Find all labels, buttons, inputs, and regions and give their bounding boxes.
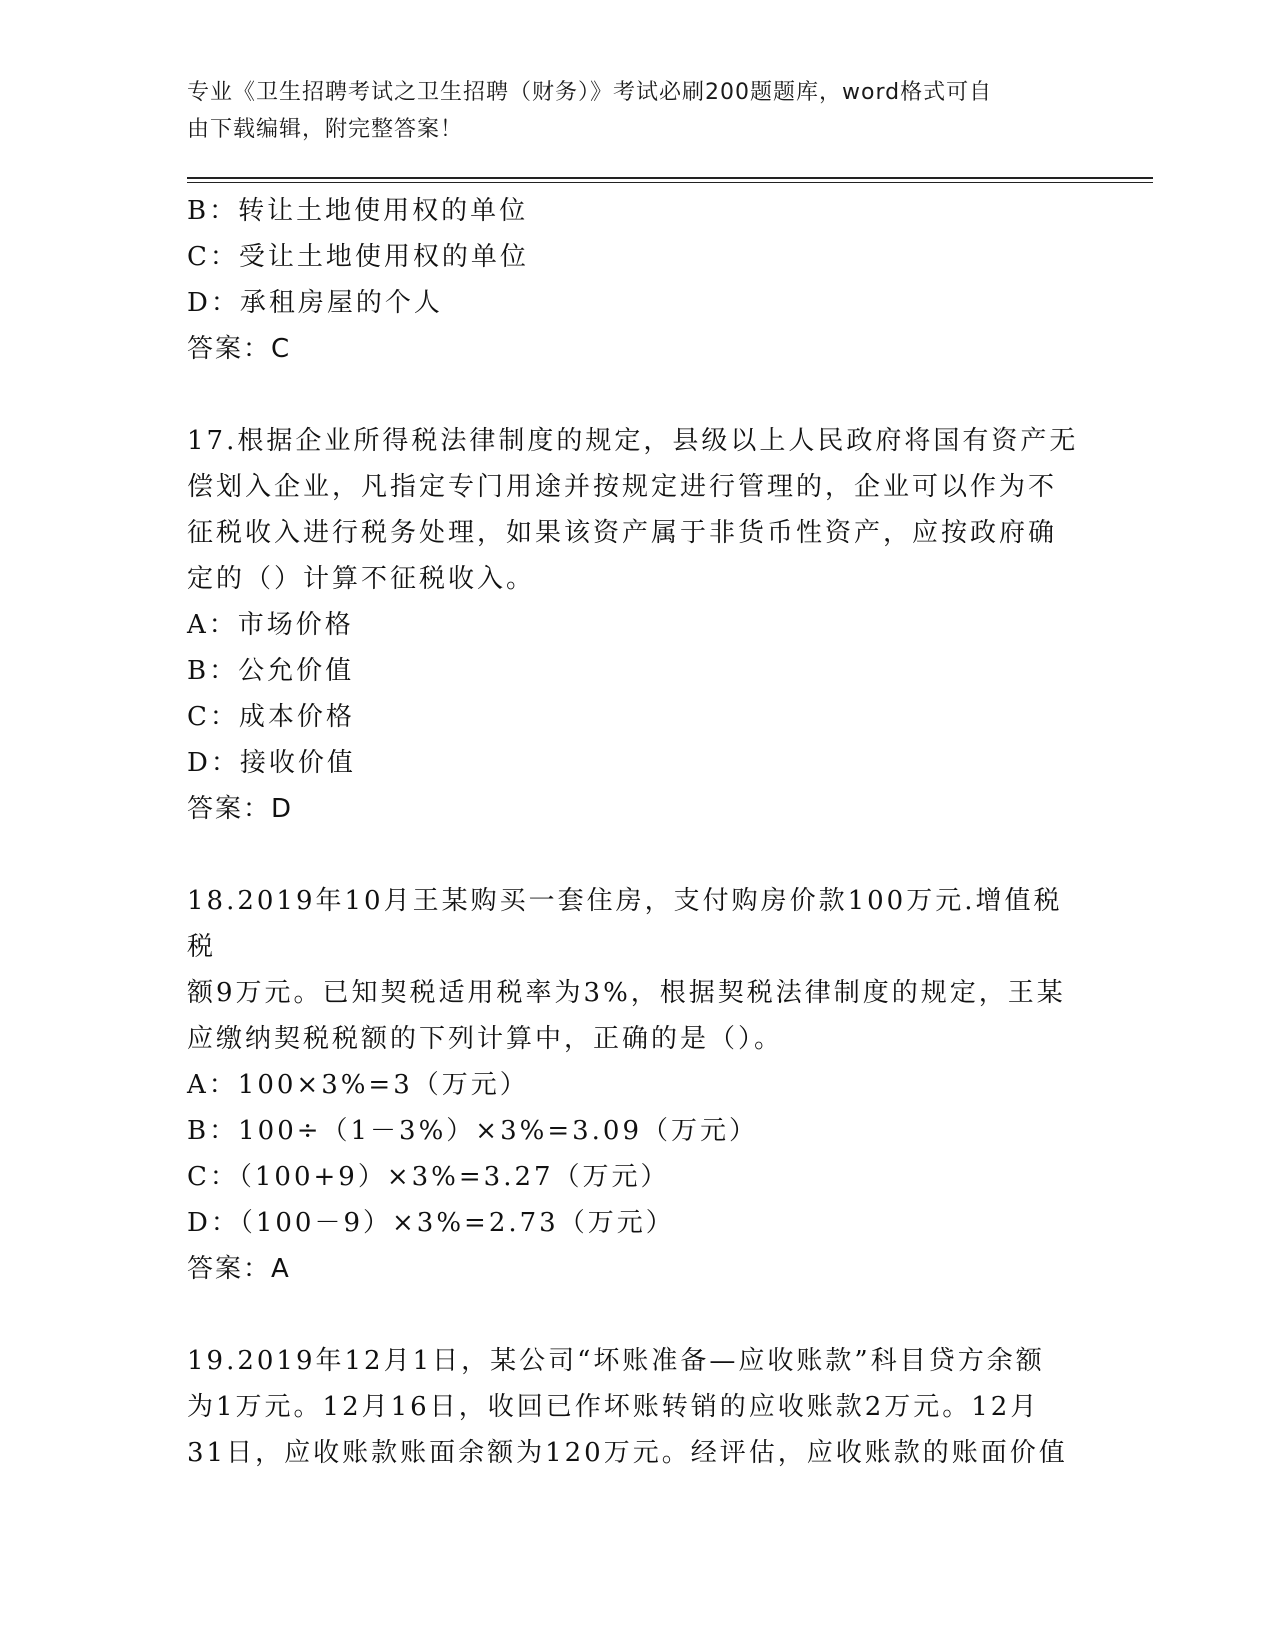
question-block-16-tail [187, 188, 1087, 372]
option-b: B：公允价值 [187, 656, 355, 686]
option-a: A：100×3%=3（万元） [187, 1070, 529, 1100]
option-d: D：（100－9）×3%=2.73（万元） [187, 1208, 675, 1238]
question-text: 为1万元。12月16日，收回已作坏账转销的应收账款2万元。12月 [187, 1392, 1040, 1422]
option-d: D：接收价值 [187, 748, 356, 778]
answer: 答案：D [187, 794, 294, 824]
question-block-19 [187, 1338, 1087, 1476]
option-a: A：市场价格 [187, 610, 354, 640]
question-text: 应缴纳契税税额的下列计算中，正确的是（）。 [187, 1024, 784, 1054]
header-divider-thick [187, 177, 1153, 179]
question-block-18 [187, 878, 1087, 1292]
header-line-1: 专业《卫生招聘考试之卫生招聘（财务）》考试必刷200题题库，word格式可自 [187, 80, 993, 105]
question-text: 17.根据企业所得税法律制度的规定，县级以上人民政府将国有资产无 [187, 426, 1079, 456]
header-divider-thin [187, 182, 1153, 183]
question-text: 征税收入进行税务处理，如果该资产属于非货币性资产，应按政府确 [187, 518, 1058, 548]
question-text: 19.2019年12月1日，某公司“坏账准备—应收账款”科目贷方余额 [187, 1346, 1045, 1376]
answer: 答案：A [187, 1254, 291, 1284]
question-text: 额9万元。已知契税适用税率为3%，根据契税法律制度的规定，王某 [187, 978, 1066, 1008]
question-text: 定的（）计算不征税收入。 [187, 564, 536, 594]
option-d: D：承租房屋的个人 [187, 288, 443, 318]
question-block-17 [187, 418, 1087, 832]
question-text: 31日，应收账款账面余额为120万元。经评估，应收账款的账面价值 [187, 1438, 1068, 1468]
answer: 答案：C [187, 334, 292, 364]
option-b: B：100÷（1－3%）×3%=3.09（万元） [187, 1116, 759, 1146]
option-c: C：受让土地使用权的单位 [187, 242, 529, 272]
document-header [187, 74, 1067, 148]
option-c: C：（100+9）×3%=3.27（万元） [187, 1162, 670, 1192]
question-text: 18.2019年10月王某购买一套住房，支付购房价款100万元.增值税税 [187, 886, 1063, 962]
document-body [187, 188, 1087, 1476]
question-text: 偿划入企业，凡指定专门用途并按规定进行管理的，企业可以作为不 [187, 472, 1058, 502]
option-c: C：成本价格 [187, 702, 355, 732]
header-line-2: 由下载编辑，附完整答案！ [187, 117, 464, 142]
option-b: B：转让土地使用权的单位 [187, 196, 529, 226]
